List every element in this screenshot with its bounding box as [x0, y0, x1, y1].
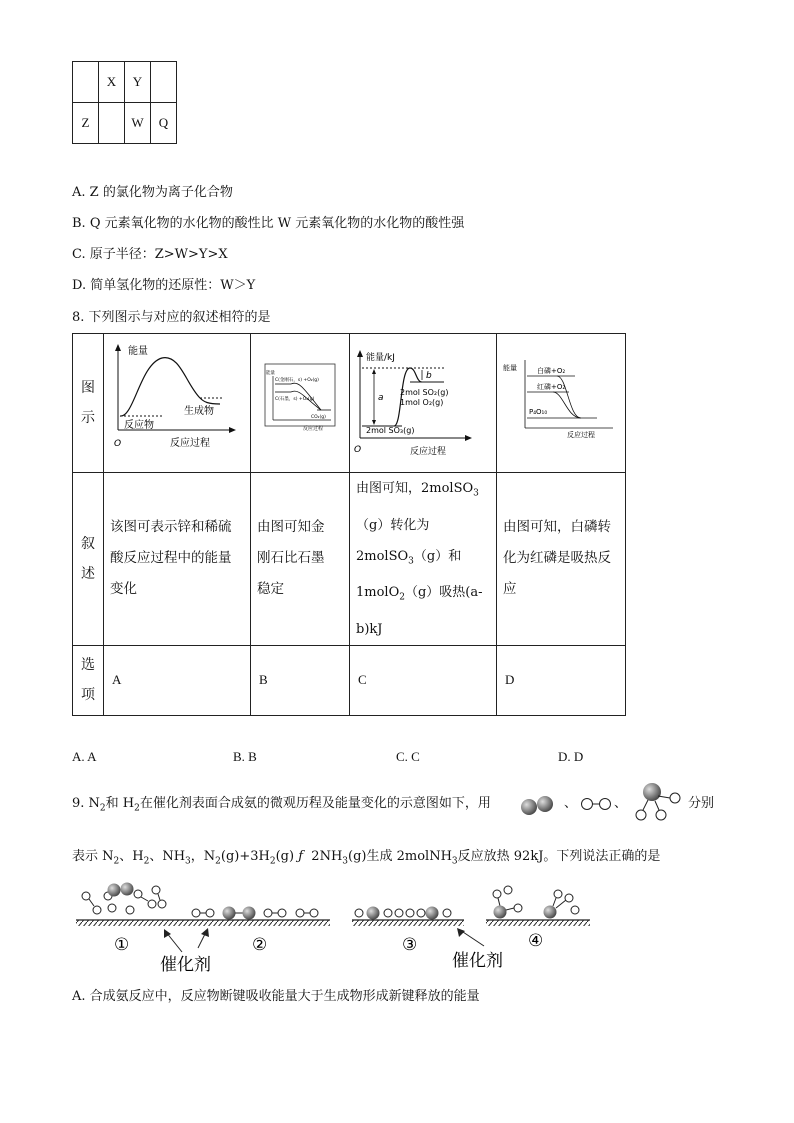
- desc-text: （g）吸热(a-: [404, 585, 483, 601]
- figure-c-cell: [350, 334, 497, 473]
- subscript: 2: [269, 856, 276, 867]
- row-head-char: 叙: [81, 535, 95, 552]
- desc-text: 2molSO: [356, 548, 409, 564]
- stage-2-molecules: [192, 907, 318, 920]
- q7-option-b: B. Q 元素氧化物的水化物的酸性比 W 元素氧化物的水化物的酸性强: [72, 216, 465, 231]
- y-axis-label: 能量: [503, 364, 517, 372]
- text: 9. N: [72, 796, 100, 811]
- q8-answer-d: D. D: [558, 749, 584, 764]
- desc-line: （g）转化为: [356, 517, 430, 533]
- desc-text: （g）和: [413, 548, 462, 564]
- energy-diagram-a: [104, 334, 250, 468]
- q8-stem: 8. 下列图示与对应的叙述相符的是: [72, 310, 271, 325]
- n2-molecule-icon: [516, 792, 560, 818]
- option-b-cell: B: [251, 645, 350, 715]
- desc-a: [104, 473, 251, 646]
- energy-diagram-b: [251, 334, 349, 468]
- desc-line: 该图可表示锌和稀硫: [110, 519, 232, 536]
- graphite-label: C(石墨，s) +O₂(g): [275, 397, 315, 402]
- a-label: a: [378, 393, 384, 403]
- q7-option-c: C. 原子半径：Z>W>Y>X: [72, 247, 228, 262]
- co2-label: CO₂(g): [311, 415, 326, 420]
- x-axis-label: 反应过程: [170, 438, 210, 449]
- subscript: 2: [143, 856, 150, 867]
- desc-line: 化为红磷是吸热反: [503, 550, 611, 567]
- subscript: 3: [342, 856, 349, 867]
- row-head-char: 述: [81, 565, 95, 582]
- catalyst-label: 催化剂: [452, 951, 503, 971]
- step-2-label: ②: [252, 935, 268, 955]
- desc-line: [356, 473, 490, 510]
- q9-stem-line1: [72, 795, 491, 818]
- desc-line: 酸反应过程中的能量: [110, 550, 232, 567]
- q8-desc-row: [73, 473, 626, 646]
- row-head-char: 选: [81, 657, 95, 674]
- catalyst-label: 催化剂: [160, 955, 211, 975]
- x-axis-label: 反应过程: [410, 447, 447, 457]
- row-head-char: 图: [81, 380, 95, 396]
- catalyst-process-figure: [72, 880, 602, 976]
- energy-diagram-c: [350, 334, 496, 468]
- p4o10-label: P₄O₁₀: [529, 408, 548, 416]
- text: 、H: [119, 849, 144, 864]
- option-c-cell: C: [350, 645, 497, 715]
- so3-label: 2mol SO₃(g): [366, 426, 415, 435]
- step-3-label: ③: [402, 935, 418, 955]
- q8-answer-b: B. B: [233, 749, 257, 764]
- row-head-char: 示: [81, 410, 95, 426]
- text: 和 H: [105, 796, 135, 811]
- text: (g)生成 2molNH: [348, 849, 452, 864]
- separator: 、: [614, 796, 628, 811]
- text: (g)+3H: [220, 849, 270, 864]
- product-label: 生成物: [184, 406, 214, 417]
- periodic-row-1: [73, 62, 177, 103]
- q8-answer-c: C. C: [396, 749, 420, 764]
- text: ，N: [190, 849, 216, 864]
- cell: [151, 62, 177, 103]
- periodic-position-table: [72, 61, 177, 144]
- option-d-cell: D: [497, 645, 626, 715]
- origin-label: O: [354, 445, 362, 455]
- subscript: 3: [185, 856, 191, 867]
- energy-diagram-d: [497, 334, 625, 468]
- x-axis-label: 反应过程: [567, 431, 595, 439]
- desc-line: 由图可知金: [257, 519, 325, 536]
- desc-line: 稳定: [257, 581, 284, 598]
- subscript: 3: [451, 856, 458, 867]
- white-p-label: 白磷+O₂: [537, 367, 566, 375]
- q8-figure-row: [73, 334, 626, 473]
- text: 、NH: [149, 849, 186, 864]
- desc-line: 变化: [110, 581, 137, 598]
- desc-line: [356, 577, 490, 614]
- q8-option-row: [73, 645, 626, 715]
- subscript: 2: [399, 592, 405, 603]
- row-head-option: [73, 645, 104, 715]
- figure-a-cell: [104, 334, 251, 473]
- h2-molecule-icon: [580, 795, 612, 813]
- desc-text: 1molO: [356, 585, 400, 601]
- text: 反应放热 92kJ。下列说法正确的是: [457, 849, 661, 864]
- catalyst-surface: [486, 920, 590, 926]
- desc-c: [350, 473, 497, 646]
- desc-d: [497, 473, 626, 646]
- text: 表示 N: [72, 849, 114, 864]
- row-head-char: 项: [81, 687, 95, 704]
- catalyst-surface: [76, 920, 330, 926]
- origin-label: O: [114, 439, 122, 449]
- cell-q: Q: [151, 103, 177, 144]
- q8-table: [72, 333, 626, 716]
- q9-option-a: A. 合成氨反应中，反应物断键吸收能量大于生成物形成新键释放的能量: [72, 989, 480, 1004]
- subscript: 2: [113, 856, 120, 867]
- cell: [99, 103, 125, 144]
- text: 在催化剂表面合成氨的微观历程及能量变化的示意图如下，用: [139, 796, 491, 811]
- subscript: 3: [408, 556, 414, 567]
- desc-line: 由图可知，白磷转: [503, 519, 611, 536]
- cell-z: Z: [73, 103, 99, 144]
- step-4-label: ④: [528, 931, 544, 951]
- cell-x: X: [99, 62, 125, 103]
- red-p-label: 红磷+O₂: [537, 383, 566, 391]
- row-head-desc: [73, 473, 104, 646]
- row-head-figure: [73, 334, 104, 473]
- stage-1-molecules: [82, 883, 166, 915]
- y-axis-label: 能量: [266, 371, 275, 376]
- text: 分别: [688, 796, 715, 811]
- nh3-molecule-icon: [632, 780, 686, 824]
- q8-answer-a: A. A: [72, 749, 97, 764]
- desc-line: 应: [503, 581, 517, 598]
- o2-label: 1mol O₂(g): [400, 398, 444, 407]
- text: 2NH: [311, 849, 343, 864]
- cell: [73, 62, 99, 103]
- y-axis-label: 能量: [128, 346, 148, 357]
- equilibrium-symbol: ƒ: [298, 849, 304, 864]
- desc-b: [251, 473, 350, 646]
- desc-line: b)kJ: [356, 621, 383, 637]
- cell-w: W: [125, 103, 151, 144]
- so2-label: 2mol SO₂(g): [400, 388, 449, 397]
- step-1-label: ①: [114, 935, 130, 955]
- desc-line: 刚石比石墨: [257, 550, 325, 567]
- desc-text: 由图可知，2molSO: [356, 481, 474, 496]
- subscript: 2: [134, 803, 140, 814]
- q7-option-a: A. Z 的氯化物为离子化合物: [72, 185, 233, 200]
- diamond-label: C(金刚石，s) +O₂(g): [275, 378, 319, 383]
- cell-y: Y: [125, 62, 151, 103]
- desc-line: [356, 541, 490, 578]
- x-axis-label: 反应过程: [303, 426, 324, 432]
- figure-b-cell: [251, 334, 350, 473]
- subscript: 3: [473, 488, 479, 499]
- q7-option-d: D. 简单氢化物的还原性：W＞Y: [72, 278, 256, 293]
- text: (g): [275, 849, 295, 864]
- stage-3-molecules: [355, 907, 451, 920]
- q9-stem-line2: [72, 848, 660, 871]
- b-label: b: [426, 371, 432, 381]
- stage-4-molecules: [493, 886, 579, 919]
- periodic-row-2: [73, 103, 177, 144]
- figure-d-cell: [497, 334, 626, 473]
- y-axis-label: 能量/kJ: [366, 353, 395, 363]
- subscript: 2: [99, 803, 106, 814]
- separator: 、: [564, 796, 578, 811]
- catalyst-surface: [352, 920, 464, 926]
- option-a-cell: A: [104, 645, 251, 715]
- subscript: 2: [215, 856, 221, 867]
- reactant-label: 反应物: [124, 420, 154, 431]
